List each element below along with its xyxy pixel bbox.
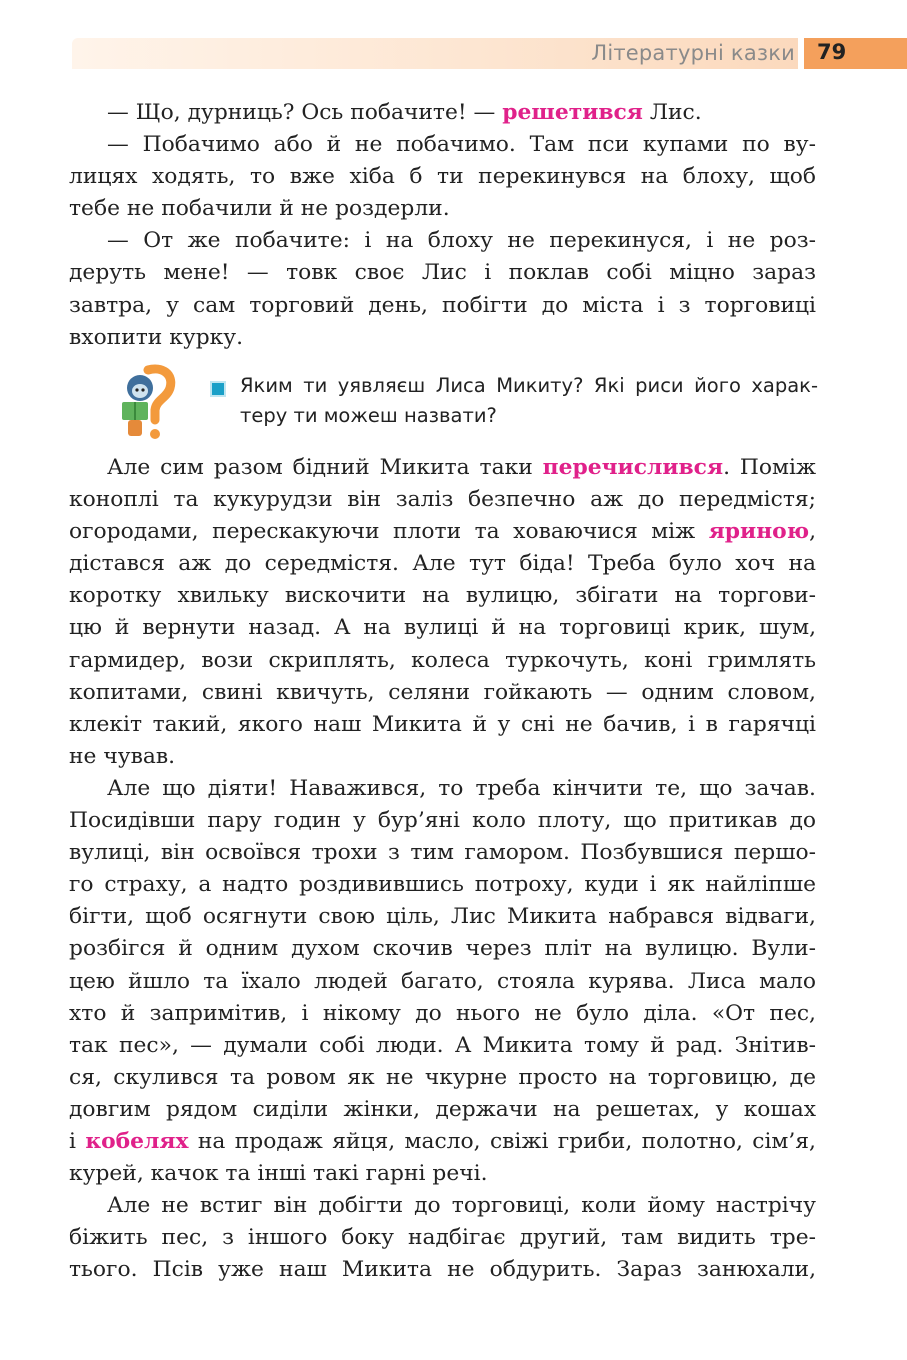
highlighted-word: перечислився: [542, 455, 724, 480]
text-line: завтра, у сам торговий день, побігти до міста і з торговиці: [69, 292, 816, 318]
paragraph-block-3: [69, 773, 816, 1190]
text-line: Але сим разом бідний Микита таки перечислився. Поміж: [107, 455, 817, 480]
text-line: Але не встиг він добігти до торговиці, коли йому настрічу: [107, 1193, 816, 1218]
text-line: курей, качок та інші такі гарні речі.: [69, 1161, 488, 1187]
text-line: деруть мене! — товк своє Лис і поклав собі міцно зараз: [69, 260, 816, 286]
question-line: теру ти можеш назвати?: [240, 404, 497, 427]
text-line: гармидер, вози скриплять, колеса туркочуть, коні гримлять: [69, 647, 816, 673]
question-line: Яким ти уявляєш Лиса Микиту? Які риси його харак-: [240, 374, 818, 397]
highlighted-word: кобелях: [85, 1129, 189, 1155]
text-line: цею йшло та їхало людей багато, стояла курява. Лиса мало: [69, 968, 816, 994]
question-box: [118, 364, 818, 444]
text-line: тього. Псів уже наш Микита не обдурить. Зараз занюхали,: [69, 1257, 816, 1283]
text-line: коноплі та кукурудзи він заліз безпечно аж до передмістя;: [69, 487, 816, 513]
text-line: вхопити курку.: [69, 324, 244, 350]
text-line: і кобелях на продаж яйця, масло, свіжі гриби, полотно, сім’я,: [69, 1129, 816, 1155]
paragraph-block-4: [69, 1190, 816, 1286]
text-line: Посидівши пару годин у бур’яні коло плоту, що притикав до: [69, 808, 816, 834]
paragraph-block-1: [69, 97, 816, 354]
text-line: цю й вернути назад. А на вулиці й на торговиці крик, шум,: [69, 615, 816, 641]
reading-child-question-icon: [118, 364, 178, 442]
text-line: го страху, а надто роздивившись потроху, куди і як найліпше: [69, 872, 816, 898]
page-number: 79: [817, 40, 847, 64]
text-line: так пес», — думали собі люди. А Микита тому й рад. Знітив-: [69, 1032, 816, 1058]
text-line: довгим рядом сиділи жінки, держачи на решетах, у кошах: [69, 1096, 816, 1122]
text-line: — Побачимо або й не побачимо. Там пси купами по ву-: [107, 132, 816, 158]
text-line: лицях ходять, то вже хіба б ти перекинувся на блоху, щоб: [69, 164, 816, 190]
text-line: вулиці, він освоївся трохи з тим гамором. Позбувшися першо-: [69, 840, 816, 866]
text-line: копитами, свині квичуть, селяни гойкають — одним словом,: [69, 679, 816, 705]
text-line: розбігся й одним духом скочив через пліт на вулицю. Вули-: [69, 936, 816, 962]
section-title: Літературні казки: [591, 41, 795, 65]
text-line: хто й запримітив, і нікому до нього не було діла. «От пес,: [69, 1000, 816, 1026]
text-line: не чував.: [69, 743, 176, 769]
paragraph-block-2: [69, 452, 816, 773]
text-line: огородами, перескакуючи плоти та ховаючися між яриною,: [69, 519, 816, 545]
text-line: ся, скулився та ровом як не чкурне просто на торговицю, де: [69, 1064, 816, 1090]
text-line: біжить пес, з іншого боку надбігає другий, там видить тре-: [69, 1225, 816, 1251]
text-line: клекіт такий, якого наш Микита й у сні не бачив, і в гарячці: [69, 711, 816, 737]
highlighted-word: яриною: [708, 519, 810, 545]
highlighted-word: решетився: [502, 100, 643, 125]
text-line: — Що, дурниць? Ось побачите! — решетився Лис.: [107, 100, 702, 125]
question-bullet: [210, 381, 226, 397]
text-line: Але що діяти! Наважився, то треба кінчити те, що зачав.: [107, 776, 816, 801]
text-line: дістався аж до середмістя. Але тут біда! Треба було хоч на: [69, 551, 816, 577]
text-line: коротку хвильку вискочити на вулицю, збігати на торгови-: [69, 583, 816, 609]
question-text: [240, 371, 818, 431]
text-line: бігти, щоб осягнути свою ціль, Лис Микита набрався відваги,: [69, 904, 816, 930]
text-line: — От же побачите: і на блоху не перекинуся, і не роз-: [107, 228, 816, 254]
text-line: тебе не побачили й не роздерли.: [69, 196, 450, 222]
